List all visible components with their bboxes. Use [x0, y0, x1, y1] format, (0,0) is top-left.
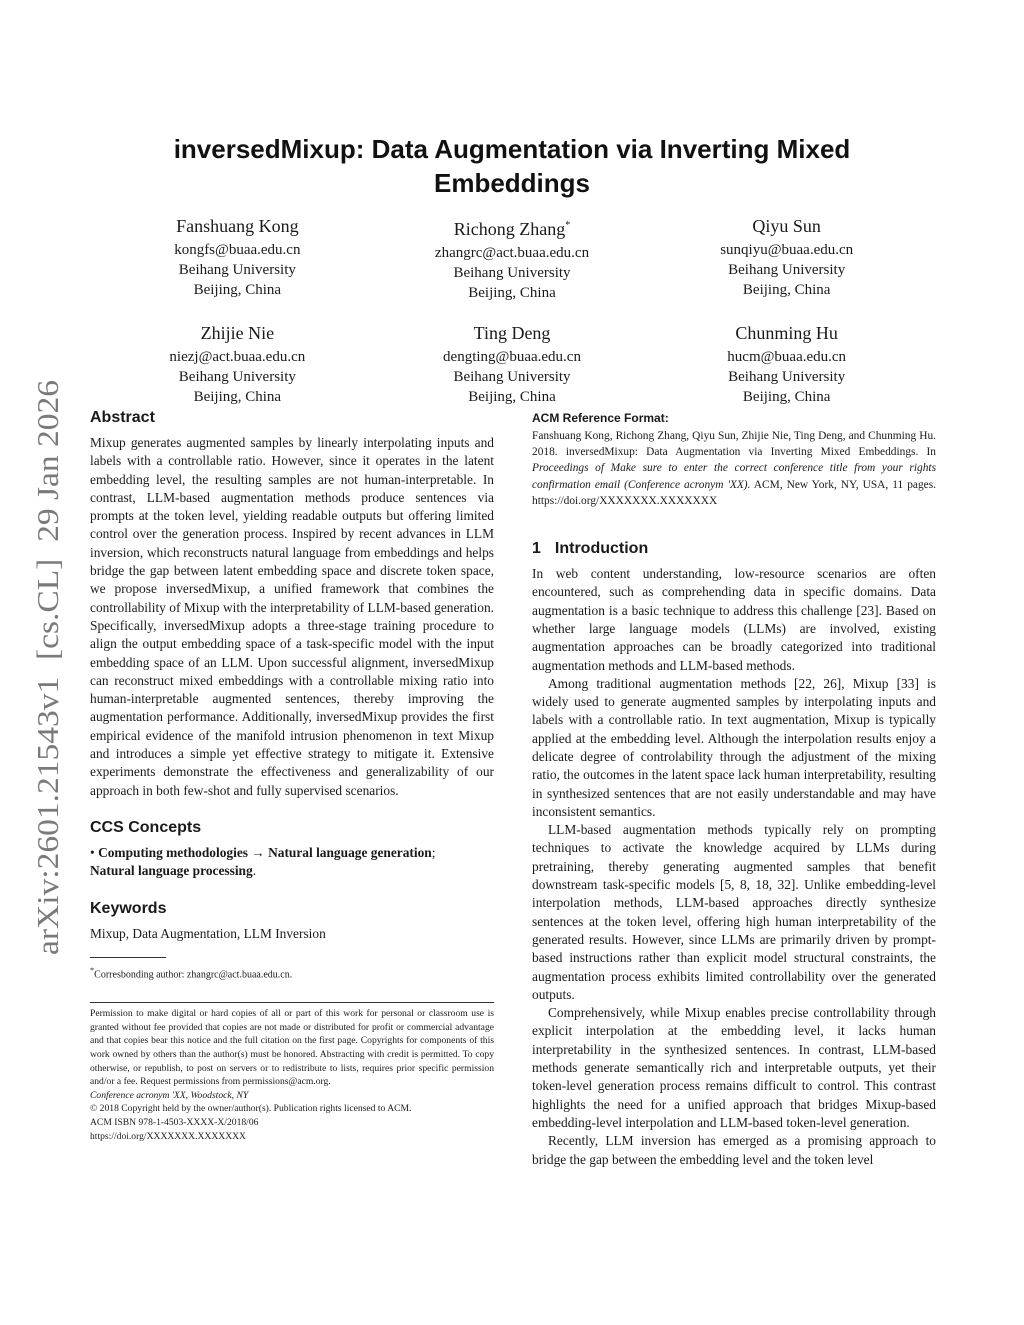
ccs-concept: Computing methodologies [98, 844, 248, 860]
author-name: Fanshuang Kong [176, 216, 299, 236]
author-location: Beijing, China [742, 282, 831, 298]
abstract-heading: Abstract [90, 409, 155, 426]
section-title: Introduction [554, 540, 649, 558]
acm-reference-text [532, 428, 936, 509]
author-row [100, 214, 924, 303]
author-email: sunqiyu@buaa.edu.cn [720, 242, 854, 258]
arxiv-identifier: arXiv:2601.21543v1 [cs.CL] 29 Jan 2026 [30, 422, 65, 955]
author-block [100, 214, 924, 425]
author-location: Beijing, China [742, 389, 831, 405]
footnote-divider [90, 957, 166, 958]
author-email: niezj@act.buaa.edu.cn [169, 349, 306, 365]
author-email: hucm@buaa.edu.cn [727, 349, 847, 365]
intro-paragraph: In web content understanding, low-resource scenarios are often encountered, such as comprehending data in specific domains. Data augmentation is a basic technique to address this challenge [23]. Based on whether large language models (LLMs) are involved, existing augmentation approaches can be broadly categorized into traditional augmentation methods and LLM-based methods. [532, 566, 936, 673]
footnote-mark: * [90, 965, 95, 975]
author [375, 321, 650, 407]
abstract-text: Mixup generates augmented samples by linearly interpolating inputs and labels with a controllable ratio. However, since it operates in the latent embedding level, the resulting samples are not human-interpretable. In contrast, LLM-based augmentation methods produce sentences via prompts at the token level, yielding readable outputs but offering limited control over the generation process. Inspired by recent advances in LLM inversion, which reconstructs natural language from embeddings and helps bridge the gap between latent embedding space and discrete token space, we propose inversedMixup, a unified framework that combines the controllability of Mixup with the interpretability of LLM-based generation. Specifically, inversedMixup adopts a three-stage training procedure to align the output embedding space of a task-specific model with the input embedding space of an LLM. Upon successful alignment, inversedMixup can reconstruct mixed embeddings with a controllable mixing ratio into human-interpretable augmented sentences, thereby improving the augmentation performance. Additionally, inversedMixup provides the first empirical evidence of the manifold intrusion phenomenon in text Mixup and introduces a simple yet effective strategy to mitigate it. Extensive experiments demonstrate the effectiveness and generalizability of our approach in both few-shot and fully supervised scenarios. [90, 435, 494, 798]
author-location: Beijing, China [193, 389, 282, 405]
author-affiliation: Beihang University [728, 369, 846, 385]
ccs-separator: ; [431, 844, 436, 860]
arxiv-stamp [8, 375, 78, 960]
ccs-arrow: → [251, 844, 265, 860]
paper-title: inversedMixup: Data Augmentation via Inverting Mixed Embeddings [173, 134, 851, 198]
intro-paragraph: Comprehensively, while Mixup enables precise controllability through explicit interpolation at the embedding level, it lacks human interpretability in the synthesized sentences. In contrast, LLM-based methods generate semantically rich and interpretable outputs, yet their token-level generation process remains difficult to control. This contrast highlights the need for a unified approach that bridges Mixup-based embedding-level interpolation and LLM-based token-level generation. [532, 1005, 936, 1130]
author-affiliation: Beihang University [728, 262, 846, 278]
author-location: Beijing, China [193, 282, 282, 298]
author-row [100, 321, 924, 407]
author [649, 321, 924, 407]
ccs-concepts [90, 844, 494, 881]
permission-notice: Permission to make digital or hard copies of all or part of this work for personal or classroom use is granted without fee provided that copies are not made or distributed for profit or commercial advantage and that copies bear this notice and the full citation on the first page. Copyrights for components of this work owned by others than the author(s) must be honored. Abstracting with credit is permitted. To copy otherwise, or republish, to post on servers or to redistribute to lists, requires prior specific permission and/or a fee. Request permissions from permissions@acm.org. [90, 1008, 494, 1088]
author-name: Zhijie Nie [200, 323, 275, 343]
ccs-concept: Natural language processing [90, 863, 253, 879]
acm-reference-venue: Proceedings of Make sure to enter the correct conference title from your rights confirmation email (Conference acronym 'XX). [532, 462, 936, 491]
footnote [90, 964, 494, 982]
intro-paragraph: LLM-based augmentation methods typically rely on prompting techniques to activate the knowledge acquired by LLMs during pretraining, thereby generating augmented samples that benefit downstream task-specific models [5, 8, 18, 32]. Unlike embedding-level interpolation methods, LLM-based approaches directly synthesize sentences at the token level, offering high human interpretability of the generated results. However, since LLMs are primarily driven by prompt-based instructions rather than explicit model structural constraints, the augmentation process exhibits limited controllability over the generated outputs. [532, 822, 936, 1002]
author-name: Richong Zhang [453, 219, 566, 239]
doi-link[interactable]: https://doi.org/XXXXXXX.XXXXXXX [90, 1130, 246, 1142]
isbn-line: ACM ISBN 978-1-4503-XXXX-X/2018/06 [90, 1116, 259, 1128]
author-name: Ting Deng [473, 323, 551, 343]
author-location: Beijing, China [468, 285, 556, 301]
intro-paragraph: Among traditional augmentation methods [22, 26], Mixup [33] is widely used to generate augmented samples by interpolating inputs and labels with a controllable ratio. In text augmentation, Mixup is typically applied at the embedding level. Although the interpolation results enjoy a delicate degree of controlability through the adjustment of the mixing ratio, the outcomes in the latent space lack human interpretability, resulting in synthesized sentences that are not easily understandable and may have inconsistent semantics. [532, 675, 936, 819]
copyright-line: © 2018 Copyright held by the owner/author(s). Publication rights licensed to ACM. [90, 1103, 412, 1115]
ccs-end: . [252, 863, 257, 879]
author [649, 214, 924, 303]
author [375, 214, 650, 303]
keywords-heading: Keywords [90, 899, 167, 917]
corresponding-author-mark: * [565, 220, 571, 231]
conference-line: Conference acronym 'XX, Woodstock, NY [90, 1089, 249, 1101]
author-affiliation: Beihang University [178, 262, 296, 278]
ccs-heading: CCS Concepts [90, 818, 202, 836]
author-email: zhangrc@act.buaa.edu.cn [434, 245, 590, 261]
author-affiliation: Beihang University [453, 369, 571, 385]
ccs-concept: Natural language generation [268, 844, 432, 860]
author-location: Beijing, China [468, 389, 556, 405]
permission-divider [90, 1002, 494, 1003]
author-affiliation: Beihang University [178, 369, 296, 385]
keywords-text: Mixup, Data Augmentation, LLM Inversion [90, 925, 326, 941]
section-number: 1 [532, 540, 541, 558]
author-name: Chunming Hu [735, 323, 838, 343]
left-column [90, 408, 494, 1143]
author-email: dengting@buaa.edu.cn [443, 349, 581, 365]
author-name: Qiyu Sun [752, 216, 821, 236]
intro-paragraph: Recently, LLM inversion has emerged as a promising approach to bridge the gap between the embedding level and the token level [532, 1133, 936, 1167]
acm-reference-part: Fanshuang Kong, Richong Zhang, Qiyu Sun, Zhijie Nie, Ting Deng, and Chunming Hu. 2018. inversedMixup: Data Augmentation via Inverting Mixed Embeddings. In [532, 430, 936, 459]
author [100, 214, 375, 303]
ccs-bullet: • [90, 844, 95, 860]
author-email: kongfs@buaa.edu.cn [174, 242, 301, 258]
footnote-text: Corresbonding author: zhangrc@act.buaa.edu.cn. [94, 969, 293, 981]
right-column [532, 410, 936, 1169]
author [100, 321, 375, 407]
acm-reference-heading: ACM Reference Format: [532, 411, 669, 425]
author-affiliation: Beihang University [453, 265, 571, 281]
acm-reference-part: ACM, New York, NY, USA, 11 pages. https://doi.org/XXXXXXX.XXXXXXX [532, 478, 936, 507]
introduction-heading [532, 539, 936, 559]
